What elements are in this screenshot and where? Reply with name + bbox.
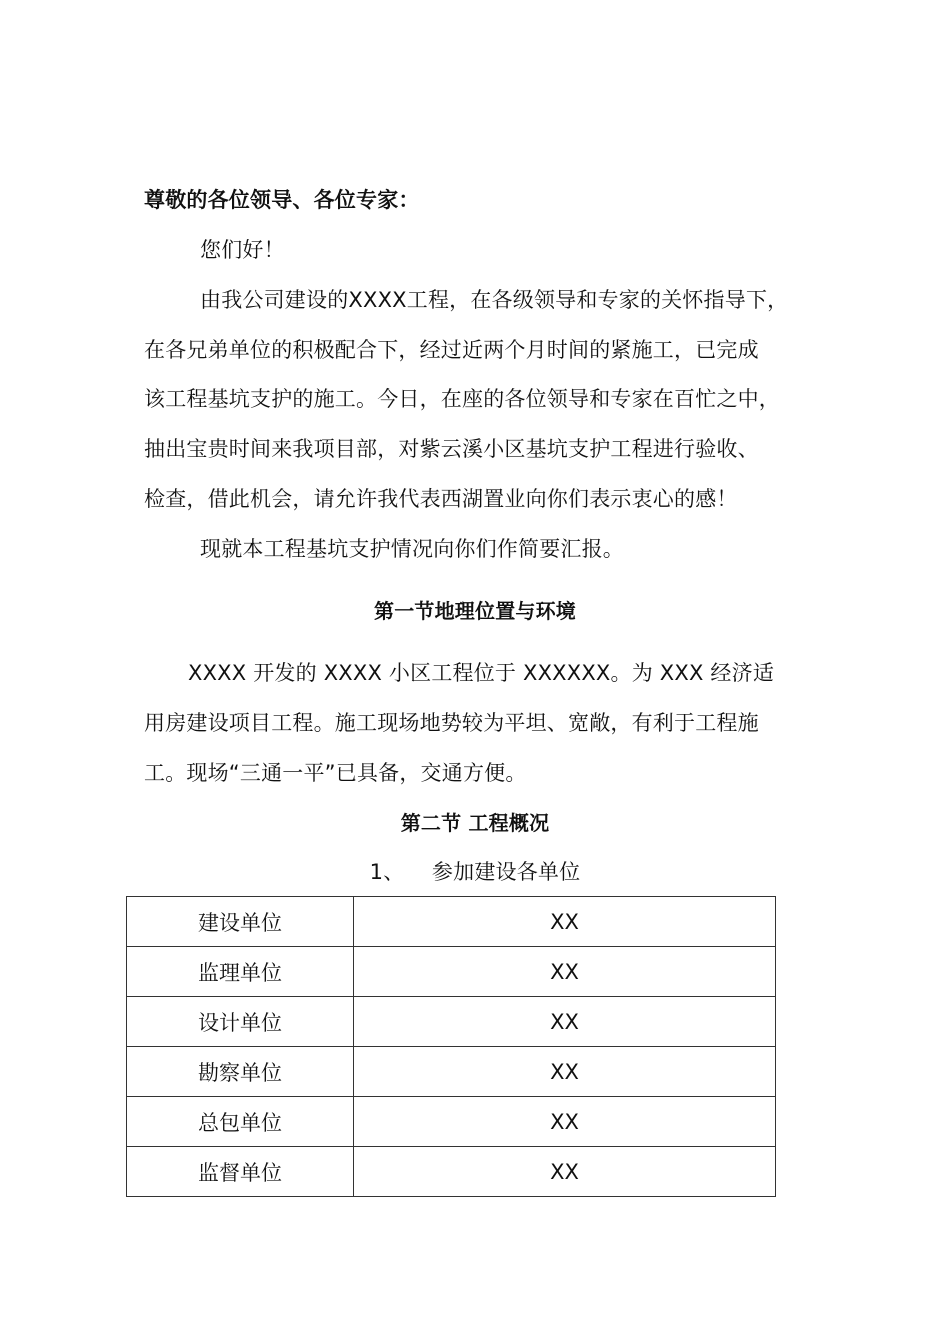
unit-value: XX [354, 897, 776, 947]
unit-value: XX [354, 1097, 776, 1147]
unit-label: 总包单位 [127, 1097, 354, 1147]
report-line: 现就本工程基坑支护情况向你们作简要汇报。 [200, 537, 624, 561]
table-row [127, 897, 776, 947]
unit-value: XX [354, 997, 776, 1047]
unit-value: XX [354, 1147, 776, 1197]
section1-line: 用房建设项目工程。施工现场地势较为平坦、宽敞，有利于工程施 [144, 711, 759, 735]
unit-label: 勘察单位 [127, 1047, 354, 1097]
intro-line: 由我公司建设的XXXX工程，在各级领导和专家的关怀指导下， [200, 288, 789, 312]
intro-line: 检查，借此机会，请允许我代表西湖置业向你们表示衷心的感！ [144, 487, 738, 511]
section2-title: 第二节 工程概况 [400, 811, 550, 835]
table-row [127, 997, 776, 1047]
unit-label: 监督单位 [127, 1147, 354, 1197]
table-row [127, 947, 776, 997]
unit-value: XX [354, 1047, 776, 1097]
section2-subtitle: 1、 参加建设各单位 [369, 860, 581, 884]
intro-line: 在各兄弟单位的积极配合下，经过近两个月时间的紧施工，已完成 [144, 338, 759, 362]
greeting: 您们好！ [200, 238, 285, 262]
section1-line: 工。现场“三通一平”已具备，交通方便。 [144, 761, 527, 785]
unit-label: 监理单位 [127, 947, 354, 997]
unit-label: 建设单位 [127, 897, 354, 947]
section1-title: 第一节地理位置与环境 [374, 599, 576, 623]
table-row [127, 1047, 776, 1097]
unit-value: XX [354, 947, 776, 997]
table-row [127, 1097, 776, 1147]
units-table [126, 896, 776, 1197]
intro-line: 抽出宝贵时间来我项目部，对紫云溪小区基坑支护工程进行验收、 [144, 437, 759, 461]
section1-line: XXXX 开发的 XXXX 小区工程位于 XXXXXX。为 XXX 经济适 [188, 661, 775, 685]
salutation: 尊敬的各位领导、各位专家： [144, 188, 420, 212]
unit-label: 设计单位 [127, 997, 354, 1047]
table-row [127, 1147, 776, 1197]
intro-line: 该工程基坑支护的施工。今日，在座的各位领导和专家在百忙之中， [144, 387, 780, 411]
